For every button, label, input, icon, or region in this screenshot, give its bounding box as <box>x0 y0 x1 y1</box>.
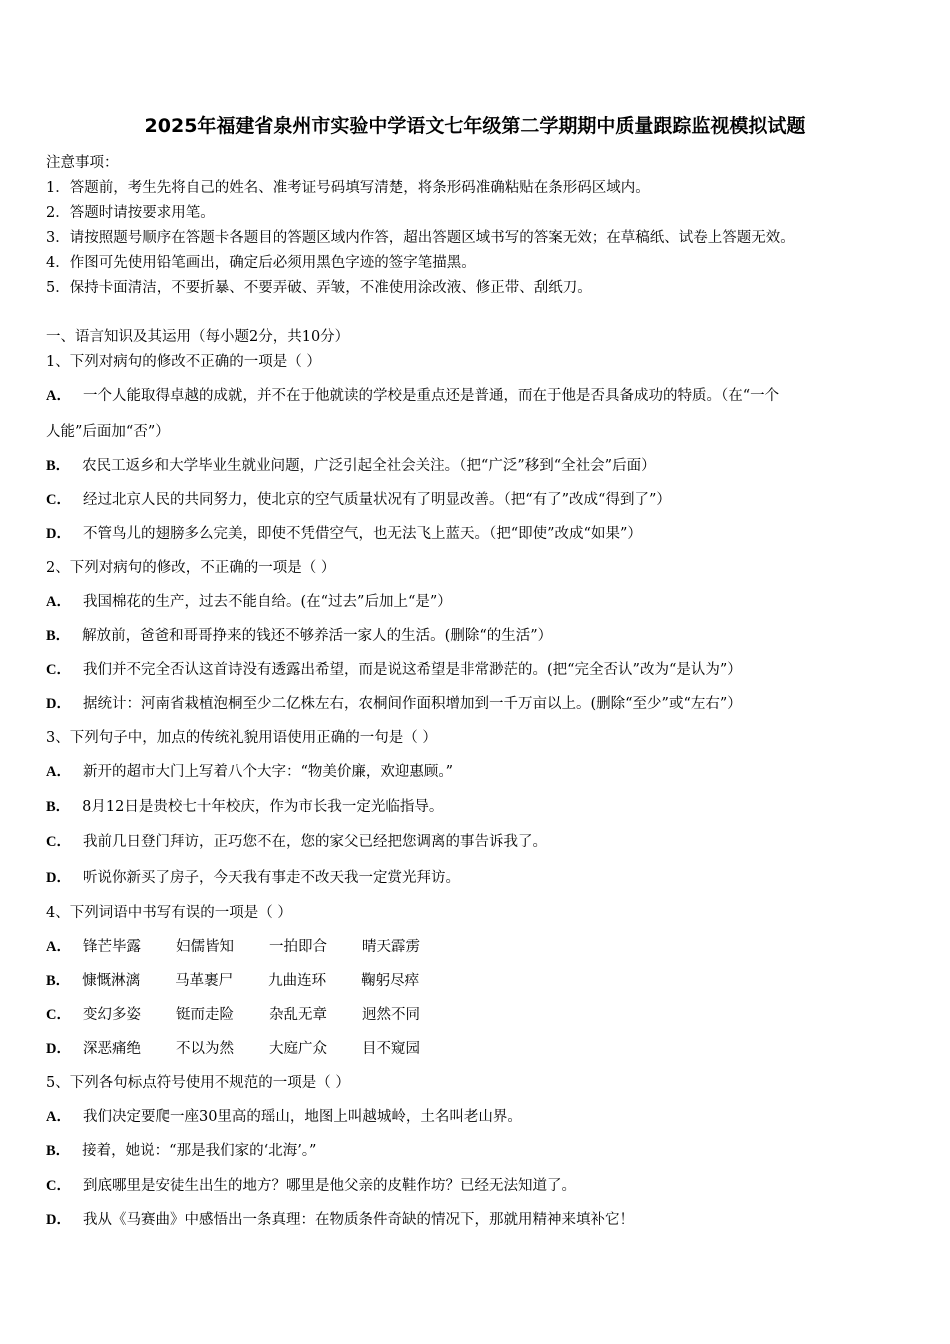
word: 深恶痛绝 <box>82 1041 141 1057</box>
word: 一拍即合 <box>268 939 327 955</box>
notice-item: 3．请按照题号顺序在答题卡各题目的答题区域内作答，超出答题区域书写的答案无效；在草稿纸、试卷上答题无效。 <box>46 230 795 246</box>
option-letter: B． <box>46 1143 71 1159</box>
option-b <box>46 796 443 818</box>
option-text: 农民工返乡和大学毕业生就业问题，广泛引起全社会关注。（把“广泛”移到“全社会”后面） <box>82 458 656 474</box>
option-letter: A． <box>46 594 71 610</box>
option-letter: C． <box>46 1007 71 1023</box>
option-text: 据统计：河南省栽植泡桐至少二亿株左右，农桐间作面积增加到一千万亩以上。(删除“至少”或“左右”） <box>82 696 742 712</box>
option-letter: D． <box>46 1041 71 1057</box>
option-c <box>46 489 671 511</box>
word: 妇儒皆知 <box>175 939 234 955</box>
question-stem: 4、下列词语中书写有误的一项是（ ） <box>46 905 292 921</box>
option-b <box>46 970 454 992</box>
option-text: 我前几日登门拜访，正巧您不在，您的家父已经把您调离的事告诉我了。 <box>82 834 547 850</box>
option-b <box>46 1140 316 1162</box>
option-text: 到底哪里是安徒生出生的地方？哪里是他父亲的皮鞋作坊？已经无法知道了。 <box>82 1178 576 1194</box>
option-letter: B． <box>46 458 71 474</box>
notice-item: 2．答题时请按要求用笔。 <box>46 205 215 221</box>
option-a-continued: 人能”后面加“否”） <box>46 424 170 440</box>
option-b <box>46 455 656 477</box>
option-text: 新开的超市大门上写着八个大字：“物美价廉，欢迎惠顾。” <box>82 764 454 780</box>
option-text: 听说你新买了房子，今天我有事走不改天我一定赏光拜访。 <box>82 870 460 886</box>
option-a <box>46 591 452 613</box>
word: 杂乱无章 <box>268 1007 327 1023</box>
option-letter: C． <box>46 492 71 508</box>
option-letter: B． <box>46 973 71 989</box>
option-letter: B． <box>46 799 71 815</box>
word: 九曲连环 <box>268 973 327 989</box>
option-text: 经过北京人民的共同努力，使北京的空气质量状况有了明显改善。（把“有了”改成“得到了”） <box>82 492 671 508</box>
option-b <box>46 625 552 647</box>
notice-item: 5．保持卡面清洁，不要折暴、不要弄破、弄皱，不准使用涂改液、修正带、刮纸刀。 <box>46 280 592 296</box>
word: 鞠躬尽瘁 <box>361 973 420 989</box>
option-c <box>46 1175 576 1197</box>
option-c <box>46 831 547 853</box>
option-a <box>46 761 453 783</box>
option-a <box>46 1106 522 1128</box>
option-letter: D． <box>46 1212 71 1228</box>
question-stem: 1、下列对病句的修改不正确的一项是（ ） <box>46 354 321 370</box>
option-letter: D． <box>46 526 71 542</box>
option-d <box>46 523 642 545</box>
option-text: 解放前，爸爸和哥哥挣来的钱还不够养活一家人的生活。(删除“的生活”） <box>82 628 553 644</box>
word: 铤而走险 <box>175 1007 234 1023</box>
option-text: 不管鸟儿的翅膀多么完美，即使不凭借空气，也无法飞上蓝天。（把“即使”改成“如果”） <box>82 526 642 542</box>
word: 不以为然 <box>175 1041 234 1057</box>
word: 目不窥园 <box>361 1041 420 1057</box>
page-title: 2025年福建省泉州市实验中学语文七年级第二学期期中质量跟踪监视模拟试题 <box>144 115 806 137</box>
option-text: 接着，她说：“那是我们家的‘北海’。” <box>82 1143 317 1159</box>
notice-item: 1．答题前，考生先将自己的姓名、准考证号码填写清楚，将条形码准确粘贴在条形码区域内。 <box>46 180 650 196</box>
word: 迥然不同 <box>361 1007 420 1023</box>
option-letter: A． <box>46 388 71 404</box>
option-letter: D． <box>46 870 71 886</box>
notice-heading: 注意事项： <box>46 155 119 171</box>
option-letter: B． <box>46 628 71 644</box>
option-text: 8月12日是贵校七十年校庆，作为市长我一定光临指导。 <box>82 799 444 815</box>
section-heading: 一、语言知识及其运用（每小题2分，共10分） <box>46 329 350 345</box>
option-letter: C． <box>46 834 71 850</box>
option-letter: C． <box>46 662 71 678</box>
question-stem: 2、下列对病句的修改，不正确的一项是（ ） <box>46 560 336 576</box>
option-d <box>46 693 742 715</box>
option-c <box>46 659 742 681</box>
option-c <box>46 1004 455 1026</box>
question-stem: 3、下列句子中，加点的传统礼貌用语使用正确的一句是（ ） <box>46 730 437 746</box>
option-letter: C． <box>46 1178 71 1194</box>
option-a <box>46 936 455 958</box>
option-a <box>46 385 779 407</box>
word: 晴天霹雳 <box>361 939 420 955</box>
option-text: 我们决定要爬一座30里高的瑶山，地图上叫越城岭，土名叫老山界。 <box>82 1109 522 1125</box>
option-d <box>46 1038 455 1060</box>
option-text: 一个人能取得卓越的成就，并不在于他就读的学校是重点还是普通，而在于他是否具备成功的特质。（在“一个 <box>82 388 780 404</box>
question-stem: 5、下列各句标点符号使用不规范的一项是（ ） <box>46 1075 350 1091</box>
option-letter: A． <box>46 764 71 780</box>
option-text: 我国棉花的生产，过去不能自给。(在“过去”后加上“是”） <box>82 594 452 610</box>
option-d <box>46 867 460 889</box>
option-letter: A． <box>46 1109 71 1125</box>
word: 慷慨淋漓 <box>82 973 141 989</box>
word: 马革裹尸 <box>175 973 234 989</box>
option-d <box>46 1209 634 1231</box>
option-letter: D． <box>46 696 71 712</box>
option-text: 我们并不完全否认这首诗没有透露出希望，而是说这希望是非常渺茫的。(把“完全否认”改为“是认为”） <box>82 662 742 678</box>
option-letter: A． <box>46 939 71 955</box>
notice-item: 4．作图可先使用铅笔画出，确定后必须用黑色字迹的签字笔描黑。 <box>46 255 476 271</box>
option-text: 我从《马赛曲》中感悟出一条真理：在物质条件奇缺的情况下，那就用精神来填补它！ <box>82 1212 634 1228</box>
word: 锋芒毕露 <box>82 939 141 955</box>
word: 大庭广众 <box>268 1041 327 1057</box>
word: 变幻多姿 <box>82 1007 141 1023</box>
